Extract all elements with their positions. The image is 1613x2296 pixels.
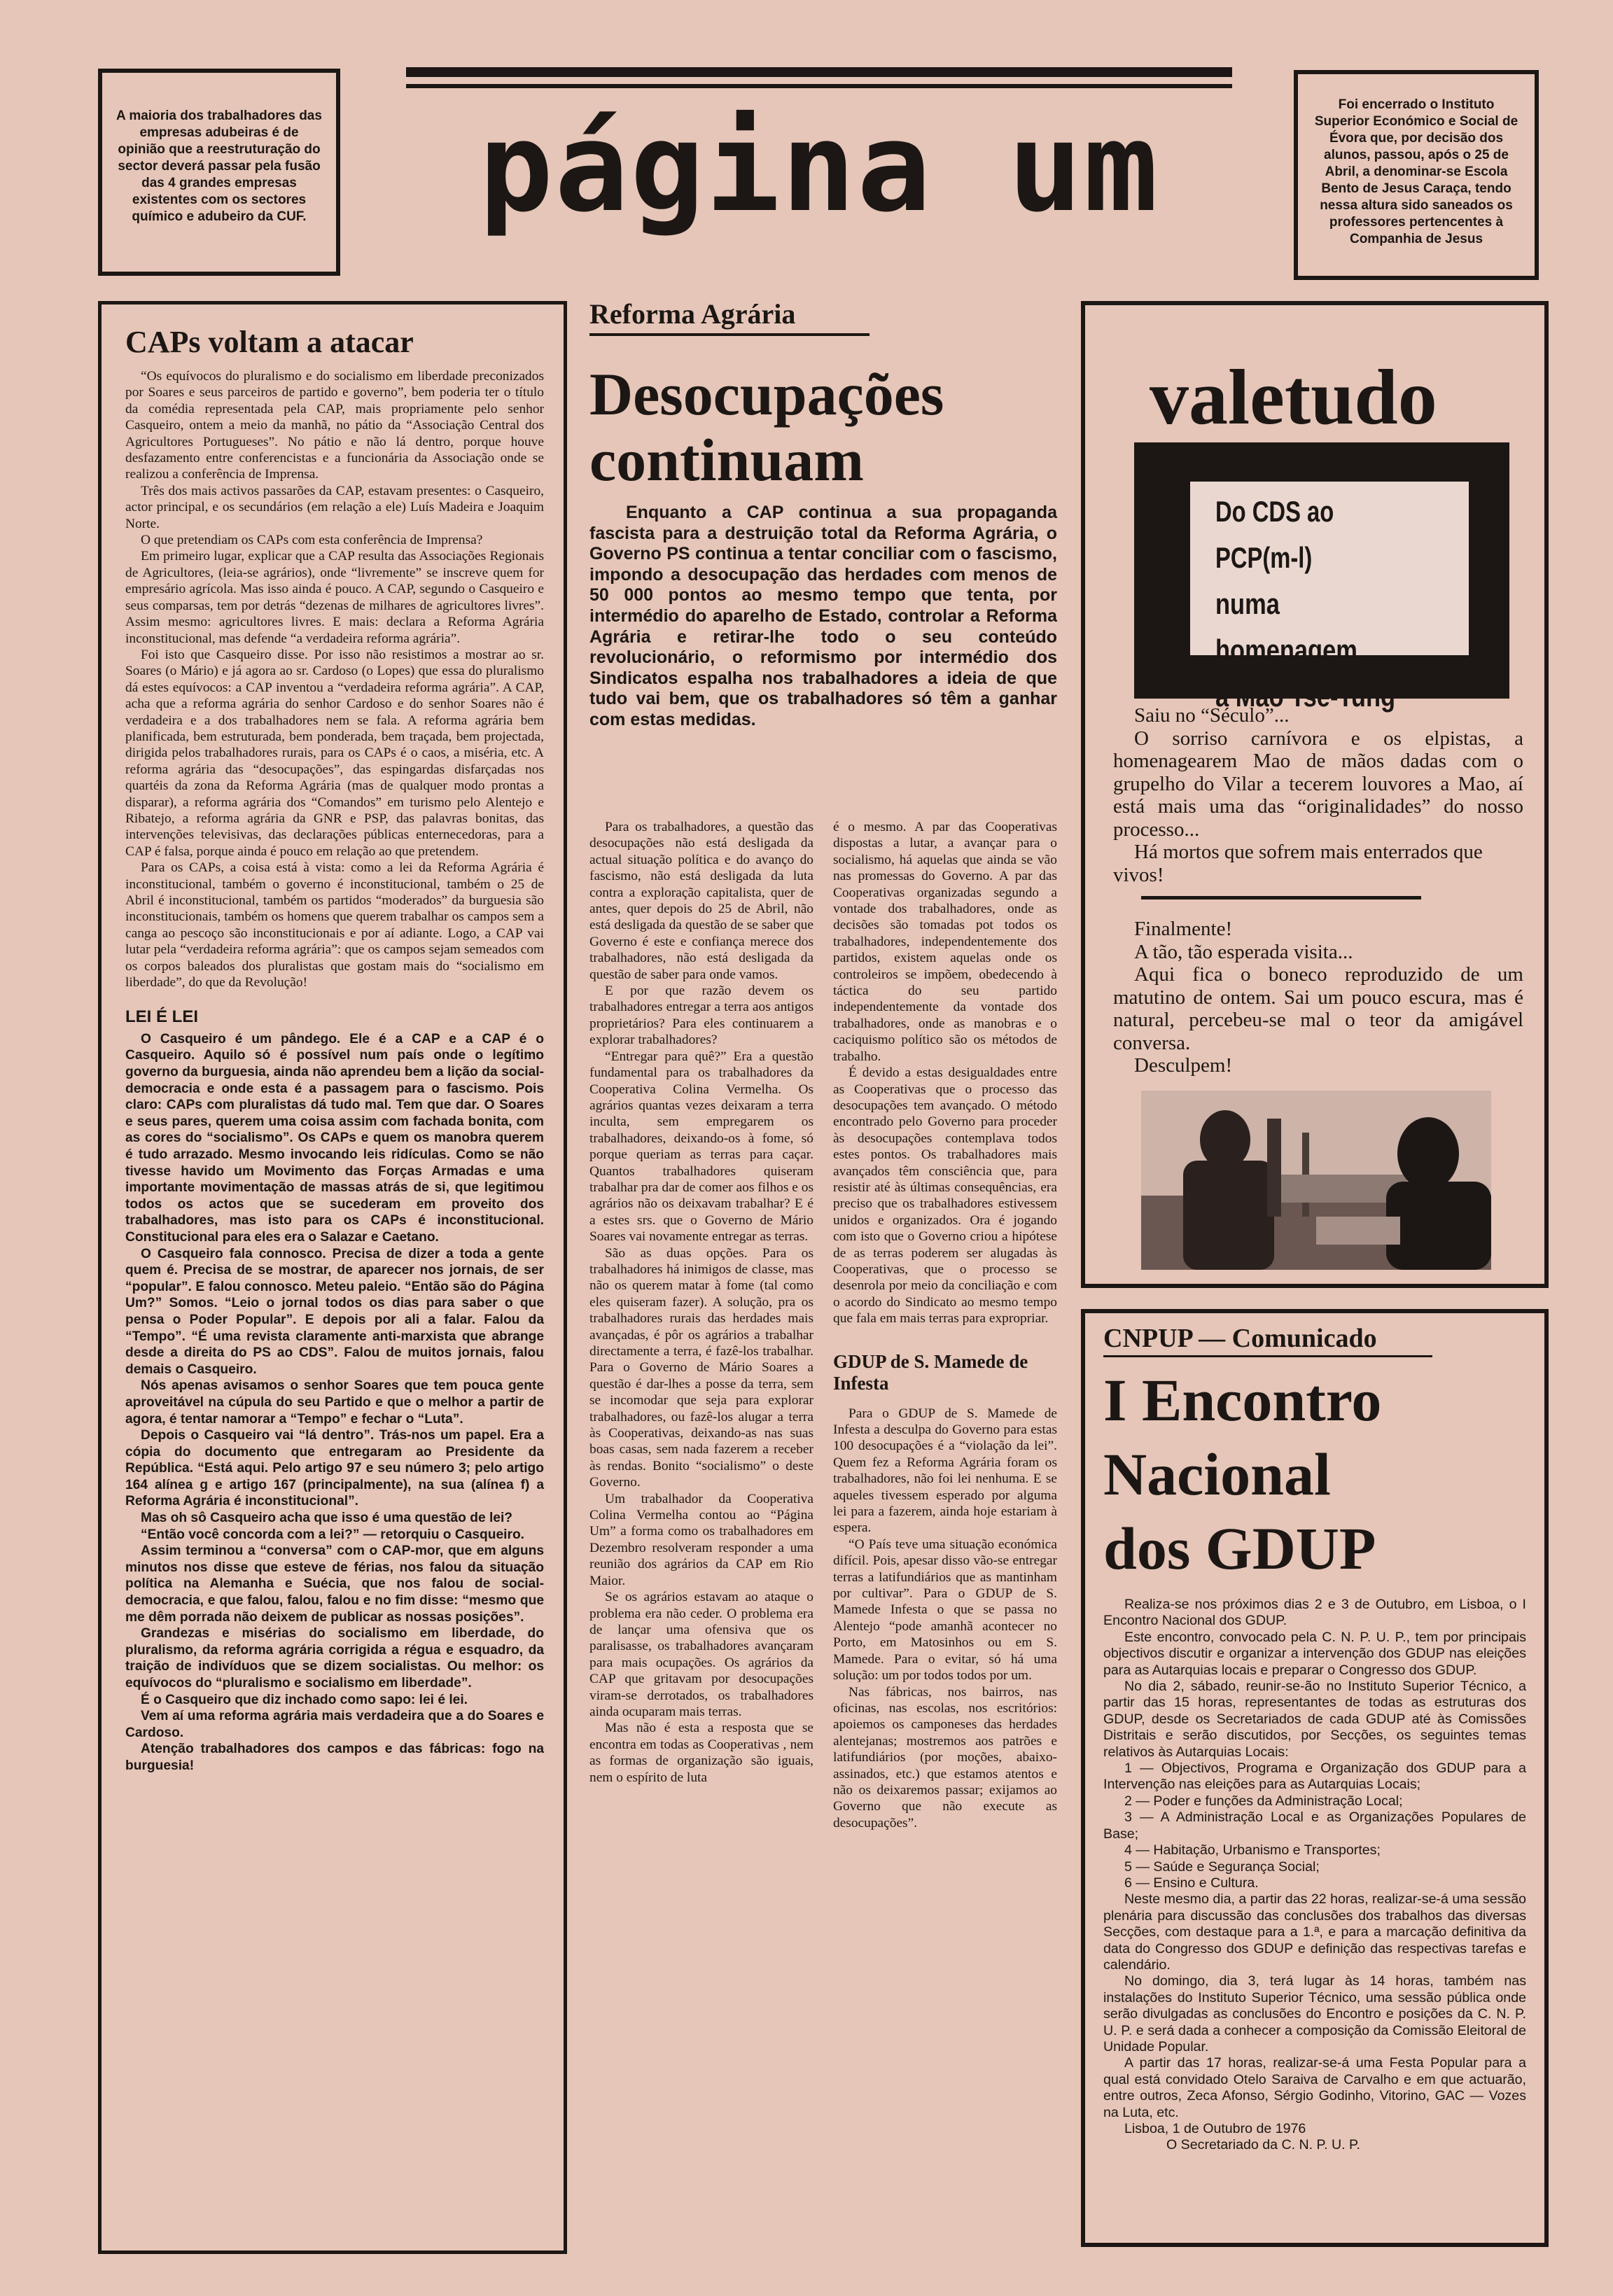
reforma-col-b xyxy=(833,819,1057,1831)
clip-line-1: Do CDS ao PCP(m-l) xyxy=(1215,495,1334,574)
reforma-para: Se os agrários estavam ao ataque o problema era não ceder. O problema era de lançar uma ofensiva que os paralisasse, os trabalhadores avançaram para mais ocupações. Os agrários da CAP que gritavam por desocupações viram-se derrotados, os trabalhadores ainda ocuparam mais terras. xyxy=(589,1590,814,1719)
valetudo-divider xyxy=(1141,896,1421,899)
masthead: página um xyxy=(479,96,1159,239)
masthead-top-rule xyxy=(406,67,1232,77)
valetudo-p5: A tão, tão esperada visita... xyxy=(1134,940,1353,963)
caps-body xyxy=(125,368,544,1774)
cnpup-line: 2 — Poder e funções da Administração Local; xyxy=(1124,1793,1403,1809)
teaser-right-box xyxy=(1294,70,1539,280)
reforma-para: Para os trabalhadores, a questão das desocupações não está desligada da actual situação política e do avanço do fascismo, não está desligada da luta contra a exploração capitalista, quer de antes, quer depois do 25 de Abril, não está desligada da questão de se saber que Governo é este e confiança merece dos trabalhadores, não está desligada da questão de saber para onde vamos. xyxy=(589,820,814,982)
reforma-para: “Entregar para quê?” Era a questão fundamental para os trabalhadores da Cooperativa Colina Vermelha. Os agrários quantas vezes deixaram a terra inculta, sem empregarem os trabalhadores, deixando-os à fome, só porque queriam as terras para caçar. Quantos trabalhadores quiseram trabalhar pra dar de comer aos filhos e os agrários não os deixavam trabalhar? E é a estes srs. que o Governo de Mário Soares vai novamente entregar as terras. xyxy=(589,1049,814,1245)
masthead-top-rule-2 xyxy=(406,84,1232,88)
caps-para: O Casqueiro fala connosco. Precisa de dizer a toda a gente quem é. Precisa de se mostrar, de aparecer nos jornais, de ser “popular”. E falou connosco. Meteu paleio. “Então são do Página Um?” Somos. “Leio o jornal todos os dias para saber o que pensa o Poder Popular”. E depois por ali a falar. Falou da “Tempo”. “É uma revista claramente anti-marxista que abrange desde a direita do PS ao CDS”. Falou de muitos jornais, falou demais o Casqueiro. xyxy=(125,1246,544,1377)
reforma-lead: Enquanto a CAP continua a sua propaganda fascista para a destruição total da Reforma Agrária, o Governo PS continua a tentar conciliar com o fascismo, impondo a desocupação das herdades com menos de 50 000 pontos ao mesmo tempo que tenta, por intermédio do aparelho de Estado, controlar a Reforma Agrária e retirar-lhe todo o seu conteúdo revolucionário, o reformismo por intermédio dos Sindicatos espalha nos trabalhadores a ideia de que tudo vai bem, que os trabalhadores só têm a ganhar com estas medidas. xyxy=(589,503,1057,729)
reforma-para: Um trabalhador da Cooperativa Colina Vermelha contou ao “Página Um” a forma como os trabalhadores em Dezembro resolveram responder a uma reunião dos agrários da CAP em Rio Maior. xyxy=(589,1491,814,1588)
reforma-para: Mas não é esta a resposta que se encontra em todas as Cooperativas , nem as formas de organização são iguais, nem o espírito de luta xyxy=(589,1721,814,1785)
caps-headline: CAPs voltam a atacar xyxy=(125,325,414,359)
teaser-left-box xyxy=(98,69,340,276)
gdup-local-para: “O País teve uma situação económica difícil. Pois, apesar disso vão-se entregar terras a latifundiários que as mantinham por cultivar”. Para o GDUP de S. Mamede Infesta o que se passa no Alentejo “pode amanhã acontecer no Porto, em Matosinhos ou em S. Mamede. Para o evitar, só há uma solução: um por todos todos por um. xyxy=(833,1536,1057,1684)
caps-para: O Casqueiro é um pândego. Ele é a CAP e a CAP é o Casqueiro. Aquilo só é possível num país onde o legítimo governo da burguesia, ainda não aprendeu bem a lição da social-democracia e onde esta é a passagem para o fascismo. Pois claro: CAPs com pluralistas dá tudo mal. Tem que dar. O Soares e seus pares, querem uma coisa assim com fachada bonita, com as cores do “socialismo”. Os CAPs e quem os manobra querem é tudo arrazado. Mesmo invocando leis ridículas. Como se não tivesse havido um Movimento das Forças Armadas e uma importante movimentação de massas atrás de si, que legitimou todos os actos que se sucederam em proveito dos trabalhadores, mas isto para os CAPs é inconstitucional. Constitucional para eles era o Salazar e Caetano. xyxy=(125,1031,544,1245)
caps-para: Grandezas e misérias do socialismo em liberdade, do pluralismo, da reforma agrária corrigida a régua e esquadro, da traição de indivíduos que se dizem socialistas. Ou melhor: os equívocos do “pluralismo e socialismo em liberdade”. xyxy=(125,1626,544,1690)
cnpup-line: Este encontro, convocado pela C. N. P. U. P., tem por principais objectivos discutir e organizar a intervenção dos GDUP nas eleições para as Autarquias locais e preparar o Congresso dos GDUP. xyxy=(1103,1629,1526,1678)
caps-subhead: LEI É LEI xyxy=(125,1007,199,1027)
valetudo-p7: Desculpem! xyxy=(1134,1054,1233,1077)
cnpup-line: 6 — Ensino e Cultura. xyxy=(1124,1875,1259,1891)
valetudo-photo xyxy=(1141,1091,1491,1270)
clip-line-3: a Mao Tse-Tung xyxy=(1215,680,1396,713)
cnpup-line: 5 — Saúde e Segurança Social; xyxy=(1124,1858,1320,1875)
valetudo-p1: Saiu no “Século”... xyxy=(1134,704,1290,727)
caps-article xyxy=(98,301,567,2254)
caps-para: Vem aí uma reforma agrária mais verdadeira que a do Soares e Cardoso. xyxy=(125,1709,544,1740)
cnpup-date: Lisboa, 1 de Outubro de 1976 xyxy=(1124,2121,1306,2136)
caps-para: “Então você concorda com a lei?” — retorquiu o Casqueiro. xyxy=(141,1527,525,1542)
valetudo-box xyxy=(1081,301,1549,1288)
cnpup-line: Neste mesmo dia, a partir das 22 horas, realizar-se-á uma sessão plenária para discussão das conclusões dos trabalhos das diversas Secções, com destaque para a 1.ª, e para a marcação definitiva da data do Congresso dos GDUP e definição das respectivas tarefas e calendário. xyxy=(1103,1891,1526,1973)
caps-para: Assim terminou a “conversa” com o CAP-mor, que em alguns minutos nos disse que esteve de férias, nos falou da situação política na Alemanha e Suécia, que nos falou de social-democracia, e que falou, falou, falou e no fim disse: “mesmo que me dêm porrada não deixem de publicar as nossas posições”. xyxy=(125,1544,544,1625)
reforma-para: É devido a estas desigualdades entre as Cooperativas que o processo das desocupações tem avançado. O método encontrado pelo Governo para proceder às desocupações contemplava todos estes pontos. Os trabalhadores mais avançados têm consciência que, para resistir até às últimas consequências, era preciso que os trabalhadores estivessem unidos e organizados. Ora é jogando com isto que o Governo criou a hipótese de as terras poderem ser alugadas às Cooperativas, que o processo se desenrola por meio da conciliação e com o acordo do Sindicato ao mesmo tempo que fala em mais terras para expropriar. xyxy=(833,1065,1057,1326)
reforma-para: é o mesmo. A par das Cooperativas dispostas a lutar, a avançar para o socialismo, há aquelas que ainda se vão nas promessas do Governo. A par das Cooperativas organizadas segundo a vontade dos trabalhadores, onde as decisões são tomadas pot todos os trabalhadores, independentemente dos partidos, existem aquelas onde os controleiros se impõem, obedecendo à táctica do seu partido independentemente da vontade dos trabalhadores, onde as manobras e o caciquismo político são os métodos de trabalho. xyxy=(833,820,1057,1064)
reforma-col-b-body xyxy=(833,819,1057,1327)
cnpup-sign: O Secretariado da C. N. P. U. P. xyxy=(1166,2137,1360,2153)
caps-para: O que pretendiam os CAPs com esta conferência de Imprensa? xyxy=(141,533,483,548)
caps-para: Foi isto que Casqueiro disse. Por isso não resistimos a mostrar ao sr. Soares (o Mário) e já agora ao sr. Cardoso (o Lopes) que essa do pluralismo dá estes equívocos: a CAP inventou a “verdadeira reforma agrária”. A CAP, acha que a reforma agrária do senhor Cardoso e do senhor Soares não é verdadeira e a dos trabalhadores nem se fala. A reforma agrária bem planificada, bem estruturada, bem ponderada, bem traçada, bem projectada, dirigida pelos trabalhadores rurais, para os CAPs é o caos, a miséria, etc. A reforma agrária das “desocupações”, das espingardas disfarçadas nos quartéis da zona da Reforma Agrária (mas de qualquer modo prontas a disparar), a reforma agrária dos “Comandos” em turismo pelo Alentejo e Ribatejo, a reforma agrária da GNR e PSP, das palavras bonitas, das intervenções televisivas, das declarações públicas enternecedoras, para a CAP é falsa, porque ainda é pouco em relação ao que pretendem. xyxy=(125,647,544,859)
caps-para: Para os CAPs, a coisa está à vista: como a lei da Reforma Agrária é inconstitucional, também o governo é inconstitucional, também o 25 de Abril é inconstitucional, também os partidos “moderados” da burguesia são inconstitucionais, também os homens que querem trabalhar os campos sem a canga ao pescoço são inconstitucionais e por aí adiante. Logo, a CAP vai lutar pela “verdadeira reforma agrária”: que os campos sejam semeados com os corpos baleados dos pluralistas que gostam mais do “socialismo em liberdade”, do que da Revolução! xyxy=(125,860,544,990)
caps-para: Nós apenas avisamos o senhor Soares que tem pouca gente aproveitável na cúpula do seu Partido e que o melhor a partir de agora, é tentar namorar a “Tempo” e fechar o “Luta”. xyxy=(125,1378,544,1427)
gdup-local-headline: GDUP de S. Mamede de Infesta xyxy=(833,1350,1028,1394)
cnpup-line: 3 — A Administração Local e as Organizações Populares de Base; xyxy=(1103,1809,1526,1842)
valetudo-p4: Finalmente! xyxy=(1134,918,1233,940)
cnpup-line: A partir das 17 horas, realizar-se-á uma Festa Popular para a qual está convidado Otelo Saraiva de Carvalho e em que actuarão, entre outros, Zeca Afonso, Sérgio Godinho, Vitorino, GAC — Vozes na Luta, etc. xyxy=(1103,2055,1526,2120)
valetudo-p2: O sorriso carnívora e os elpistas, a homenagearem Mao de mãos dadas com o grupelho do Vilar a tecerem louvores a Mao, aí está mais uma das “originalidades” do nosso processo... xyxy=(1113,727,1523,841)
cnpup-line: No dia 2, sábado, reunir-se-ão no Instituto Superior Técnico, a partir das 15 horas, representantes de todas as estruturas dos GDUP, desde os Secretariados de cada GDUP até às Comissões Distritais e serão discutidos, por Secções, os seguintes temas relativos às Autarquias Locais: xyxy=(1103,1679,1526,1760)
teaser-right-text: Foi encerrado o Instituto Superior Económico e Social de Évora que, por decisão dos alunos, passou, após o 25 de Abril, a denominar-se Escola Bento de Jesus Caraça, tendo nessa altura sido saneados os professores pertencentes à Companhia de Jesus xyxy=(1314,97,1518,246)
caps-para: Atenção trabalhadores dos campos e das fábricas: fogo na burguesia! xyxy=(125,1742,544,1773)
gdup-local-para: Nas fábricas, nos bairros, nas oficinas, nas escolas, nos escritórios: apoiemos os camponeses das herdades alentejanas; mostremos aos patrões e latifundiários (por moções, abaixo-assinados, etc.) que estamos atentos e não os deixaremos passar; exijamos ao Governo que não execute as desocupações”. xyxy=(833,1684,1057,1830)
valetudo-p3: Há mortos que sofrem mais enterrados que vivos! xyxy=(1113,841,1483,886)
cnpup-line: 4 — Habitação, Urbanismo e Transportes; xyxy=(1124,1842,1381,1858)
cnpup-box xyxy=(1081,1309,1549,2247)
cnpup-line: 1 — Objectivos, Programa e Organização dos GDUP para a Intervenção nas eleições para as Autarquias Locais; xyxy=(1103,1760,1526,1793)
reforma-article xyxy=(589,298,1057,2258)
valetudo-clipping xyxy=(1134,442,1509,713)
photo-illustration xyxy=(1141,1091,1491,1270)
caps-para: Em primeiro lugar, explicar que a CAP resulta das Associações Regionais de Agricultores, (leia-se agrários), onde “livremente” se inscreve quem for empresário agrícola. Mas isso ainda é pouco. A CAP, segundo o Casqueiro e seus comparsas, tem por detrás “dezenas de milhares de agricultores livres”. Assim mesmo: agricultores livres. E mais: declara a Reforma Agrária inconstitucional, mas defende “a verdadeira reforma agrária”. xyxy=(125,549,544,646)
valetudo-clipping-inner xyxy=(1186,477,1473,713)
caps-para: Três dos mais activos passarões da CAP, estavam presentes: o Casqueiro, actor principal, e os secundários (em relação a ele) Luís Madeira e Joaquim Norte. xyxy=(125,483,544,531)
caps-para: “Os equívocos do pluralismo e do socialismo em liberdade preconizados por Soares e seus parceiros de partido e governo”, bem poderia ter o título da comédia representada pela CAP, mais propriamente pelo senhor Casqueiro, ontem a meio da manhã, no pátio da “Associação Central dos Agricultores Portugueses”. No pátio e não lá dentro, porque houve desfazamento entre conferencistas e a funcionária da Associação onde se realizou a conferência de Imprensa. xyxy=(125,369,544,482)
caps-para: É o Casqueiro que diz inchado como sapo: lei é lei. xyxy=(141,1692,468,1707)
caps-para: Depois o Casqueiro vai “lá dentro”. Trás-nos um papel. Era a cópia do documento que entregaram ao Presidente da República. “Está aqui. Pelo artigo 97 e seu número 3; pelo artigo 164 alínea g e artigo 167 (principalmente), na sua (alínea f) a Reforma Agrária é inconstitucional”. xyxy=(125,1428,544,1509)
reforma-kicker: Reforma Agrária xyxy=(589,298,870,336)
cnpup-headline: I Encontro Nacional dos GDUP xyxy=(1103,1366,1382,1582)
cnpup-body xyxy=(1103,1597,1526,2154)
caps-body-2 xyxy=(125,1031,544,1774)
reforma-headline-1: Desocupações xyxy=(589,360,944,428)
reforma-para: São as duas opções. Para os trabalhadores há inimigos de classe, mas não os querem matar à fome (tal como eles quiseram fazer). A solução, pra os trabalhadores rurais das herdades mais avançadas, é pôr os agrários a trabalhar directamente a terra, é fazê-los trabalhar. Para o Governo de Mário Soares a questão é dar-lhes a posse da terra, sem se incomodar que seja para explorar trabalhadores, ou fazê-los alugar a terra às Cooperativas, deixando-as nas suas boas casas, sem nada fazerem a receber às rendas. Bonito “socialismo” o deste Governo. xyxy=(589,1245,814,1490)
reforma-para: E por que razão devem os trabalhadores entregar a terra aos antigos proprietários? Para eles continuarem a explorar trabalhadores? xyxy=(589,983,814,1048)
valetudo-text xyxy=(1113,704,1523,1077)
reforma-col-a xyxy=(589,819,814,1786)
gdup-local-body xyxy=(833,1406,1057,1832)
caps-para: Mas oh sô Casqueiro acha que isso é uma questão de lei? xyxy=(141,1511,513,1526)
cnpup-line: No domingo, dia 3, terá lugar às 14 horas, também nas instalações do Instituto Superior Técnico, uma sessão pública onde serão divulgadas as conclusões do Encontro e posições da C. N. P. U. P. e será dada a conhecer a composição da Comissão Eleitoral de Unidade Popular. xyxy=(1103,1973,1526,2054)
cnpup-kicker: CNPUP — Comunicado xyxy=(1103,1323,1432,1357)
gdup-local-para: Para o GDUP de S. Mamede de Infesta a desculpa do Governo para estas 100 desocupações é a “violação da lei”. Quem fez a Reforma Agrária foram os trabalhadores, não foi lei nenhuma. E se aqueles tivessem esperado por alguma lei para a fazerem, ainda hoje estariam à espera. xyxy=(833,1406,1057,1536)
teaser-left-text: A maioria dos trabalhadores das empresas adubeiras é de opinião que a reestruturação do sector deverá passar pela fusão das 4 grandes empresas existentes com os sectores químico e adubeiro da CUF. xyxy=(116,108,322,224)
clip-line-2: numa homenagem xyxy=(1215,587,1357,666)
reforma-headline-2: continuam xyxy=(589,426,864,493)
cnpup-line: Realiza-se nos próximos dias 2 e 3 de Outubro, em Lisboa, o I Encontro Nacional dos GDUP. xyxy=(1103,1597,1526,1629)
valetudo-title: valetudo xyxy=(1150,354,1437,441)
valetudo-p6: Aqui fica o boneco reproduzido de um matutino de ontem. Sai um pouco escura, mas é natural, percebeu-se mal o teor da amigável conversa. xyxy=(1113,963,1523,1054)
